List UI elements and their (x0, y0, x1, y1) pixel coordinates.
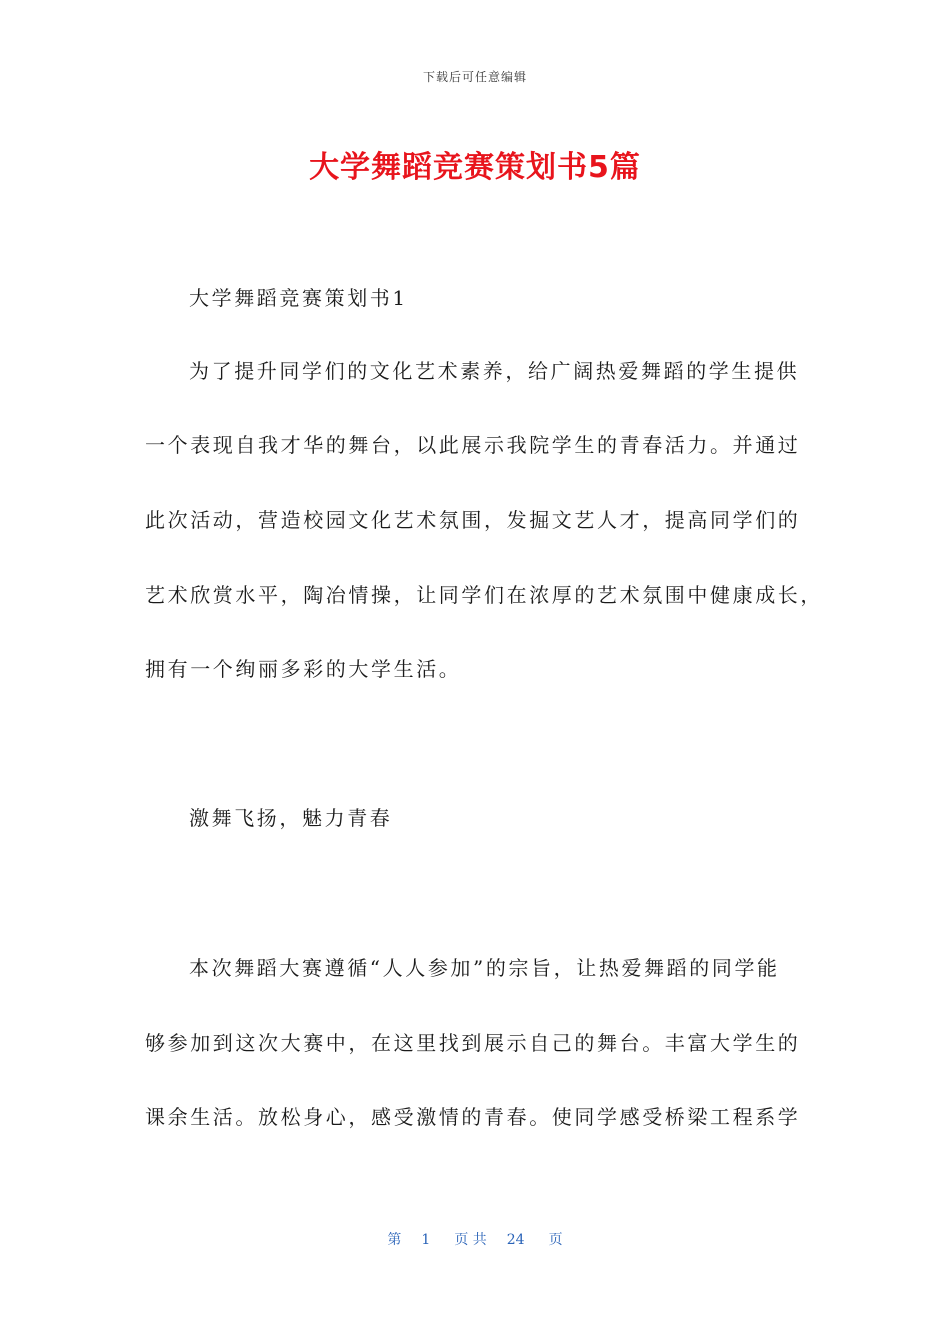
footer-page-prefix: 第 (387, 1232, 402, 1248)
paragraph-1-line-1: 为了提升同学们的文化艺术素养，给广阔热爱舞蹈的学生提供 (189, 359, 800, 383)
paragraph-1-line-4: 艺术欣赏水平，陶冶情操，让同学们在浓厚的艺术氛围中健康成长， (145, 583, 823, 607)
page-footer (0, 1229, 950, 1249)
footer-total-pages: 24 (506, 1232, 525, 1248)
footer-page-number: 1 (421, 1232, 431, 1248)
section-heading: 大学舞蹈竞赛策划书1 (189, 286, 408, 310)
theme-line: 激舞飞扬，魅力青春 (189, 806, 393, 830)
paragraph-2-line-3: 课余生活。放松身心，感受激情的青春。使同学感受桥梁工程系学 (145, 1105, 801, 1129)
paragraph-1-line-5: 拥有一个绚丽多彩的大学生活。 (145, 657, 462, 681)
paragraph-2-line-1: 本次舞蹈大赛遵循“人人参加”的宗旨，让热爱舞蹈的同学能 (189, 956, 780, 980)
paragraph-1-line-2: 一个表现自我才华的舞台，以此展示我院学生的青春活力。并通过 (145, 433, 801, 457)
header-note: 下载后可任意编辑 (422, 70, 527, 84)
footer-page-middle: 页 共 (454, 1232, 487, 1248)
paragraph-2-line-2: 够参加到这次大赛中，在这里找到展示自己的舞台。丰富大学生的 (145, 1031, 801, 1055)
document-title: 大学舞蹈竞赛策划书5篇 (309, 150, 641, 185)
footer-page-suffix: 页 (548, 1232, 563, 1248)
paragraph-1-line-3: 此次活动，营造校园文化艺术氛围，发掘文艺人才，提高同学们的 (145, 508, 801, 532)
